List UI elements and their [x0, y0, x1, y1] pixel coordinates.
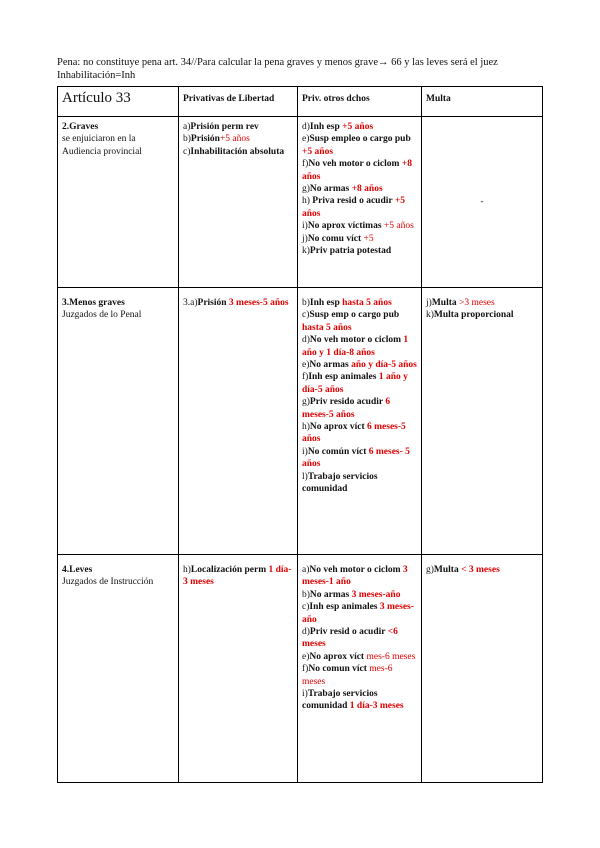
entry-duration: 1 año y día-5 años	[302, 372, 408, 395]
entry-item	[183, 133, 293, 145]
entry-duration: +5 años	[302, 196, 405, 219]
page-note: Pena: no constituye pena art. 34//Para calcular la pena graves y menos grave→ 66 y las leves será el juez Inhabilitación=Inh	[57, 57, 498, 81]
header-articulo: Artículo 33	[58, 87, 179, 117]
entry-item	[302, 297, 417, 309]
entry-duration: hasta 5 años	[342, 298, 392, 308]
entry-text: No veh motor o ciclom	[308, 159, 402, 170]
cell-multa	[422, 117, 543, 288]
entry-text: Inhabilitación absoluta	[190, 146, 285, 157]
entry-label: c)	[302, 602, 310, 613]
entry-text: Inh esp animales	[309, 602, 380, 613]
entry-text: Inh esp animales	[308, 372, 379, 383]
entry-item	[302, 564, 417, 589]
entry-text: Multa proporcional	[433, 310, 514, 321]
header-multa: Multa	[422, 87, 543, 117]
entry-duration: 6 meses-5 años	[302, 397, 391, 420]
entry-item	[302, 663, 417, 688]
entry-label: d)	[302, 627, 310, 638]
cell-privativas	[179, 117, 298, 288]
category-title: 3.Menos graves	[62, 298, 125, 308]
entry-label: b)	[302, 589, 310, 600]
entry-label: g)	[302, 397, 310, 408]
entry-duration: mes-6 meses	[366, 651, 416, 662]
entry-item	[302, 601, 417, 626]
entry-text: Inh esp	[309, 298, 343, 308]
entry-item	[302, 334, 417, 359]
entry-item	[302, 371, 417, 396]
entry-text: Trabajo servicios comunidad	[302, 689, 378, 712]
entry-text: Multa	[433, 565, 462, 575]
entry-label: b)	[183, 134, 191, 145]
entry-text: No armas	[309, 589, 352, 600]
cell-otros	[298, 555, 422, 783]
entry-item	[302, 133, 417, 158]
entry-item	[302, 688, 417, 713]
entry-item	[302, 446, 417, 471]
entry-item	[302, 183, 417, 195]
entry-item	[183, 564, 293, 589]
entry-label: l)	[302, 471, 308, 482]
entry-text: Trabajo servicios comunidad	[302, 471, 378, 495]
entry-item	[302, 121, 417, 133]
entry-text: No comun víct	[308, 664, 370, 675]
entry-label: h)	[302, 196, 313, 207]
entry-item	[183, 121, 293, 133]
entry-duration: 3 meses-1 año	[302, 565, 408, 588]
entry-duration: < 3 meses	[461, 565, 500, 575]
entry-label: k)	[302, 246, 310, 257]
entry-text: Prisión	[197, 298, 229, 308]
entry-label: b)	[302, 298, 310, 308]
cell-otros	[298, 117, 422, 288]
entry-duration: hasta 5 años	[302, 322, 352, 333]
table-row-leves	[58, 555, 543, 783]
entry-item	[426, 564, 538, 576]
entry-label: f)	[302, 159, 309, 170]
cell-multa	[422, 288, 543, 555]
entry-text: Priv resido acudir	[309, 397, 386, 408]
entry-label: c)	[183, 146, 191, 157]
entry-label: a)	[183, 122, 191, 132]
entry-text: Prisión	[190, 134, 220, 145]
entry-duration: mes-6 meses	[302, 664, 393, 687]
table-header-row	[58, 87, 543, 117]
header-privativas: Privativas de Libertad	[179, 87, 298, 117]
entry-text: No armas	[309, 184, 352, 195]
entry-label: 3.a)	[183, 298, 198, 308]
articulo-33-table	[57, 86, 543, 783]
entry-item	[302, 396, 417, 421]
table-row-graves	[58, 117, 543, 288]
entry-text: No armas	[309, 360, 352, 371]
entry-item	[302, 626, 417, 651]
entry-duration: 3 meses-año	[302, 602, 414, 625]
entry-label: f)	[302, 664, 309, 675]
cell-otros	[298, 288, 422, 555]
entry-duration: +8 años	[351, 184, 383, 195]
entry-label: e)	[302, 134, 310, 145]
entry-label: j)	[426, 298, 432, 308]
entry-duration: 1 día-3 meses	[349, 701, 404, 712]
entry-item	[302, 309, 417, 334]
entry-label: e)	[302, 360, 310, 371]
category-court: Juzgados de Instrucción	[62, 577, 154, 588]
entry-label: d)	[302, 335, 310, 346]
entry-item	[302, 233, 417, 245]
category-court: Juzgados de lo Penal	[62, 310, 142, 321]
entry-item	[426, 297, 538, 309]
entry-text: Susp empleo o cargo pub	[309, 134, 411, 145]
entry-item	[302, 421, 417, 446]
entry-text: No aprox víctimas	[307, 221, 384, 232]
entry-duration: +8 años	[302, 159, 412, 182]
entry-text: No veh motor o ciclom	[309, 565, 403, 575]
entry-text: Localización perm	[190, 565, 269, 575]
entry-duration: año y día-5 años	[351, 360, 417, 371]
cell-category	[58, 117, 179, 288]
entry-text: Priva resid o acudir	[312, 196, 395, 207]
cell-category	[58, 288, 179, 555]
cell-privativas	[179, 555, 298, 783]
header-otros-derechos: Priv. otros dchos	[298, 87, 422, 117]
entry-label: c)	[302, 310, 310, 321]
entry-duration: 1 día- 3 meses	[183, 565, 292, 588]
entry-text: Priv resid o acudir	[309, 627, 388, 638]
entry-duration: +5 años	[383, 221, 414, 232]
category-title: 4.Leves	[62, 565, 93, 575]
entry-label: i)	[302, 221, 308, 232]
entry-duration: 6 meses-5 años	[302, 422, 406, 445]
entry-text: No aprox víct	[309, 422, 368, 433]
cell-privativas	[179, 288, 298, 555]
entry-duration: 1 año y 1 día-8 años	[302, 335, 409, 358]
entry-label: k)	[426, 310, 434, 321]
entry-text: No veh motor o ciclom	[309, 335, 404, 346]
entry-label: g)	[426, 565, 434, 575]
entry-duration: 3 meses-año	[351, 589, 401, 600]
entry-item	[302, 245, 417, 257]
entry-label: f)	[302, 372, 309, 383]
entry-item	[302, 651, 417, 663]
entry-text: Susp emp o cargo pub	[309, 310, 400, 321]
entry-label: a)	[302, 565, 310, 575]
entry-item	[183, 146, 293, 158]
entry-label: d)	[302, 122, 310, 132]
entry-item	[302, 589, 417, 601]
entry-duration: +5 años	[342, 122, 374, 132]
category-court: se enjuiciaron en la Audiencia provincial	[62, 134, 142, 157]
entry-item	[302, 359, 417, 371]
cell-category	[58, 555, 179, 783]
entry-label: i)	[302, 689, 308, 700]
category-title: 2.Graves	[62, 122, 99, 132]
entry-text: No aprox víct	[309, 651, 367, 662]
entry-duration: +5 años	[219, 134, 250, 145]
entry-duration: +5	[363, 233, 374, 244]
entry-label: e)	[302, 651, 310, 662]
entry-item	[302, 158, 417, 183]
entry-item	[183, 297, 293, 309]
entry-label: h)	[183, 565, 191, 575]
entry-label: i)	[302, 446, 308, 457]
entry-duration: 3 meses-5 años	[228, 298, 289, 308]
entry-item	[302, 195, 417, 220]
cell-multa	[422, 555, 543, 783]
entry-text: Multa	[431, 298, 459, 308]
entry-duration: <6 meses	[302, 627, 398, 650]
entry-text: Priv patria potestad	[309, 246, 392, 257]
entry-label: j)	[302, 233, 308, 244]
entry-text: Inh esp	[309, 122, 343, 132]
entry-item	[302, 220, 417, 232]
entry-label: h)	[302, 422, 310, 433]
multa-dash: -	[480, 196, 484, 207]
entry-item	[302, 471, 417, 496]
entry-duration: +5 años	[302, 146, 334, 157]
entry-text: Prisión perm rev	[190, 122, 259, 132]
entry-duration: >3 meses	[459, 298, 495, 308]
entry-item	[426, 309, 538, 321]
entry-text: No comu víct	[307, 233, 364, 244]
entry-label: g)	[302, 184, 310, 195]
entry-duration: 6 meses- 5 años	[302, 446, 410, 470]
table-row-menos-graves	[58, 288, 543, 555]
entry-text: No común víct	[307, 446, 369, 457]
